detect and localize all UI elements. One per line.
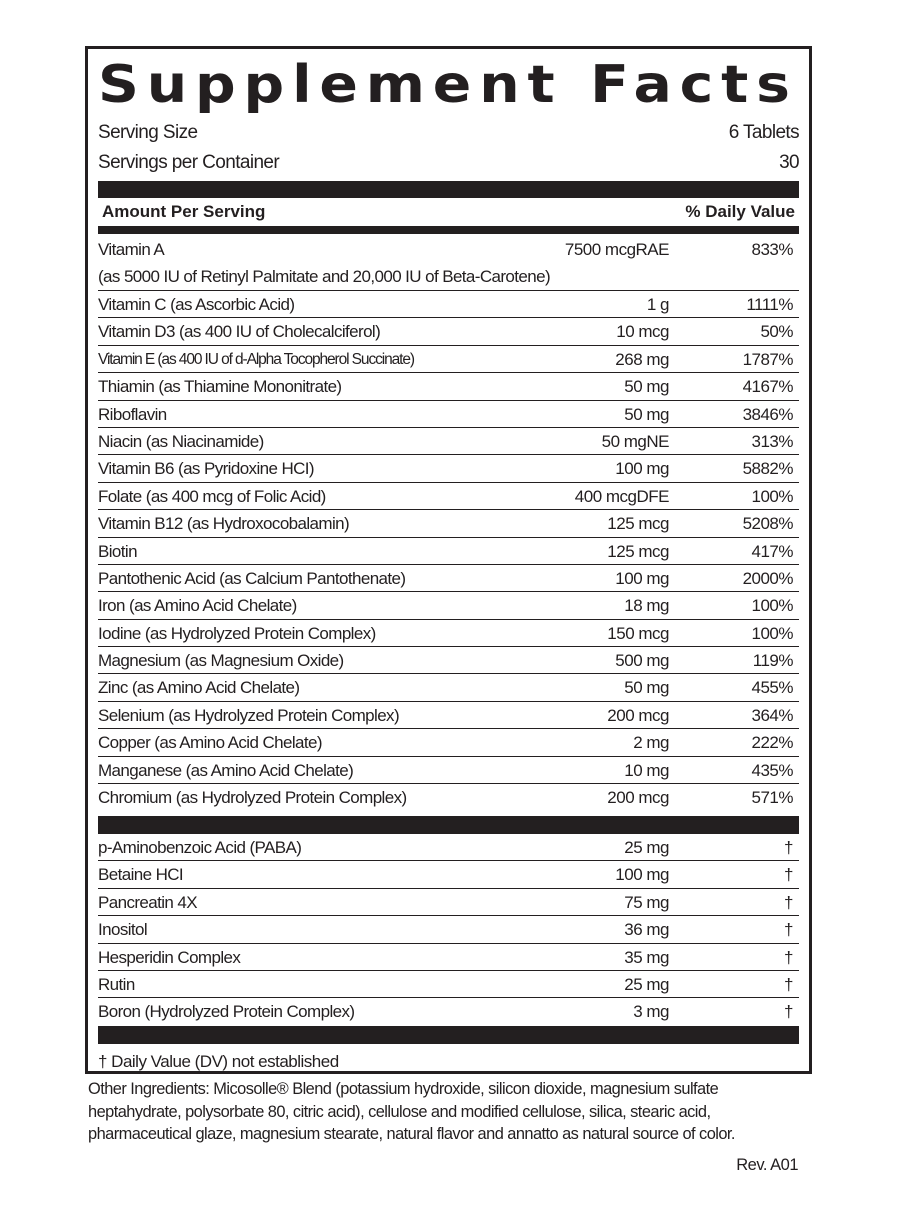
supplement-facts-panel (85, 46, 812, 1074)
nutrient-amount: 2 mg (633, 733, 669, 753)
revision-label: Rev. A01 (736, 1156, 798, 1174)
thick-divider (98, 1026, 799, 1044)
nutrient-row-iodine (98, 620, 799, 647)
nutrient-row-vitamin-d3 (98, 318, 799, 345)
nutrient-daily-value: 1111% (746, 295, 793, 314)
nutrient-row-magnesium (98, 647, 799, 674)
nutrient-daily-value: 364% (751, 705, 793, 725)
nutrient-name: p-Aminobenzoic Acid (PABA) (98, 838, 302, 857)
nutrient-amount: 500 mg (615, 651, 669, 671)
nutrient-name: Pantothenic Acid (as Calcium Pantothenate) (98, 568, 406, 588)
nutrient-row-selenium (98, 702, 799, 729)
nutrient-source-note: (as 5000 IU of Retinyl Palmitate and 20,000 IU of Beta-Carotene) (98, 267, 551, 286)
nutrient-amount: 35 mg (624, 947, 669, 967)
nutrient-name: Rutin (98, 974, 135, 994)
servings-per-container-label: Servings per Container (98, 152, 280, 173)
nutrient-name: Folate (as 400 mcg of Folic Acid) (98, 486, 326, 506)
nutrient-name: Chromium (as Hydrolyzed Protein Complex) (98, 788, 407, 808)
nutrient-name: Iodine (as Hydrolyzed Protein Complex) (98, 623, 376, 643)
header-daily-value: % Daily Value (685, 202, 795, 221)
nutrient-name: Zinc (as Amino Acid Chelate) (98, 678, 300, 698)
nutrient-daily-value: 435% (751, 760, 793, 780)
nutrient-amount: 10 mg (624, 760, 669, 780)
nutrient-daily-value: 313% (751, 431, 793, 451)
nutrient-row-p-aminobenzoic-acid (98, 834, 799, 861)
nutrient-daily-value: † (784, 947, 793, 967)
nutrient-name: Selenium (as Hydrolyzed Protein Complex) (98, 705, 400, 725)
nutrient-name: Thiamin (as Thiamine Mononitrate) (98, 377, 342, 397)
nutrient-amount: 25 mg (624, 974, 669, 994)
nutrient-amount: 50 mg (624, 377, 669, 397)
nutrient-name: Manganese (as Amino Acid Chelate) (98, 760, 354, 780)
nutrient-amount: 50 mgNE (601, 431, 669, 451)
nutrient-row-chromium (98, 784, 799, 811)
nutrient-row-thiamin (98, 373, 799, 400)
nutrient-daily-value: 455% (751, 678, 793, 698)
nutrient-name: Iron (as Amino Acid Chelate) (98, 596, 297, 616)
nutrient-daily-value: 4167% (742, 377, 793, 397)
nutrient-amount: 50 mg (624, 678, 669, 698)
header-amount-per-serving: Amount Per Serving (102, 202, 266, 221)
nutrient-row-vitamin-a (98, 236, 799, 291)
nutrient-row-rutin (98, 971, 799, 998)
nutrient-row-pantothenic-acid (98, 565, 799, 592)
servings-per-container-row (98, 149, 799, 177)
nutrient-daily-value: 119% (752, 651, 793, 671)
nutrient-row-riboflavin (98, 401, 799, 428)
nutrient-daily-value: † (784, 1002, 793, 1022)
nutrient-name: Betaine HCI (98, 865, 184, 885)
nutrient-table (98, 236, 799, 811)
nutrient-name: Hesperidin Complex (98, 947, 241, 967)
nutrient-daily-value: 571% (751, 788, 793, 808)
nutrient-name: Boron (Hydrolyzed Protein Complex) (98, 1002, 355, 1022)
nutrient-name: Vitamin A (98, 240, 165, 259)
nutrient-amount: 200 mcg (607, 705, 669, 725)
nutrient-name: Niacin (as Niacinamide) (98, 431, 264, 451)
nutrient-row-vitamin-e (98, 346, 799, 373)
thick-divider (98, 181, 799, 198)
nutrient-daily-value: † (784, 974, 793, 994)
nutrient-name: Vitamin E (as 400 IU of d-Alpha Tocopherol Succinate) (98, 350, 414, 368)
nutrient-daily-value: † (784, 838, 793, 857)
nutrient-amount: 100 mg (615, 568, 669, 588)
nutrient-row-vitamin-c (98, 291, 799, 318)
nutrient-name: Vitamin B6 (as Pyridoxine HCI) (98, 459, 314, 479)
nutrient-row-pancreatin-4x (98, 889, 799, 916)
nutrient-row-betaine-hci (98, 861, 799, 888)
nutrient-daily-value: 100% (751, 623, 793, 643)
nutrient-amount: 50 mg (624, 404, 669, 424)
nutrient-row-iron (98, 592, 799, 619)
nutrient-daily-value: † (784, 920, 793, 940)
nutrient-amount: 100 mg (615, 459, 669, 479)
nutrient-name: Pancreatin 4X (98, 892, 197, 912)
table-header (98, 201, 799, 223)
medium-divider (98, 226, 799, 234)
nutrient-name: Inositol (98, 920, 148, 940)
nutrient-amount: 150 mcg (607, 623, 669, 643)
nutrient-name: Vitamin D3 (as 400 IU of Cholecalciferol) (98, 322, 381, 342)
serving-size-label: Serving Size (98, 122, 198, 143)
nutrient-amount: 75 mg (624, 892, 669, 912)
nutrient-amount: 1 g (646, 295, 669, 314)
nutrient-daily-value: 100% (751, 486, 793, 506)
nutrient-row-manganese (98, 757, 799, 784)
nutrient-row-boron (98, 998, 799, 1025)
nutrient-amount: 125 mcg (607, 514, 669, 534)
panel-title: Supplement Facts (98, 55, 798, 115)
nutrient-name: Riboflavin (98, 404, 167, 424)
nutrient-name: Vitamin C (as Ascorbic Acid) (98, 295, 295, 314)
nutrient-row-copper (98, 729, 799, 756)
nutrient-daily-value: 833% (751, 240, 793, 259)
nutrient-amount: 400 mcgDFE (574, 486, 669, 506)
nutrient-row-zinc (98, 674, 799, 701)
nutrient-amount: 7500 mcgRAE (564, 240, 669, 259)
nutrient-row-hesperidin-complex (98, 944, 799, 971)
nutrient-row-folate (98, 483, 799, 510)
nutrient-daily-value: † (784, 892, 793, 912)
nutrient-row-biotin (98, 538, 799, 565)
thick-divider (98, 816, 799, 834)
nutrient-row-vitamin-b12 (98, 510, 799, 537)
nutrient-amount: 268 mg (615, 349, 669, 369)
serving-size-value: 6 Tablets (728, 122, 799, 143)
nutrient-amount: 3 mg (633, 1002, 669, 1022)
nutrient-name: Magnesium (as Magnesium Oxide) (98, 651, 344, 671)
nutrient-daily-value: 1787% (742, 349, 793, 369)
nutrient-amount: 25 mg (624, 838, 669, 857)
nutrient-row-inositol (98, 916, 799, 943)
nutrient-amount: 100 mg (615, 865, 669, 885)
nutrient-name: Biotin (98, 541, 137, 561)
serving-size-row (98, 119, 799, 147)
nutrient-daily-value: 2000% (742, 568, 793, 588)
other-actives-table (98, 834, 799, 1026)
nutrient-amount: 200 mcg (607, 788, 669, 808)
nutrient-amount: 18 mg (624, 596, 669, 616)
nutrient-row-niacin (98, 428, 799, 455)
nutrient-amount: 125 mcg (607, 541, 669, 561)
nutrient-amount: 10 mcg (616, 322, 669, 342)
nutrient-daily-value: 5208% (742, 514, 793, 534)
nutrient-daily-value: † (784, 865, 793, 885)
nutrient-daily-value: 50% (760, 322, 793, 342)
nutrient-name: Vitamin B12 (as Hydroxocobalamin) (98, 514, 350, 534)
nutrient-daily-value: 100% (751, 596, 793, 616)
nutrient-daily-value: 417% (751, 541, 793, 561)
other-ingredients: Other Ingredients: Micosolle® Blend (potassium hydroxide, silicon dioxide, magnesium sulfate heptahydrate, polysorbate 80, citric acid), cellulose and modified cellulose, silica, stearic acid, pharmaceutical glaze, magnesium stearate, natural flavor and annatto as natural source of color. (88, 1080, 735, 1143)
nutrient-row-vitamin-b6 (98, 455, 799, 482)
servings-per-container-value: 30 (779, 152, 799, 173)
nutrient-name: Copper (as Amino Acid Chelate) (98, 733, 322, 753)
nutrient-amount: 36 mg (624, 920, 669, 940)
nutrient-daily-value: 3846% (742, 404, 793, 424)
nutrient-daily-value: 5882% (742, 459, 793, 479)
footnote: † Daily Value (DV) not established (98, 1052, 339, 1071)
nutrient-daily-value: 222% (751, 733, 793, 753)
